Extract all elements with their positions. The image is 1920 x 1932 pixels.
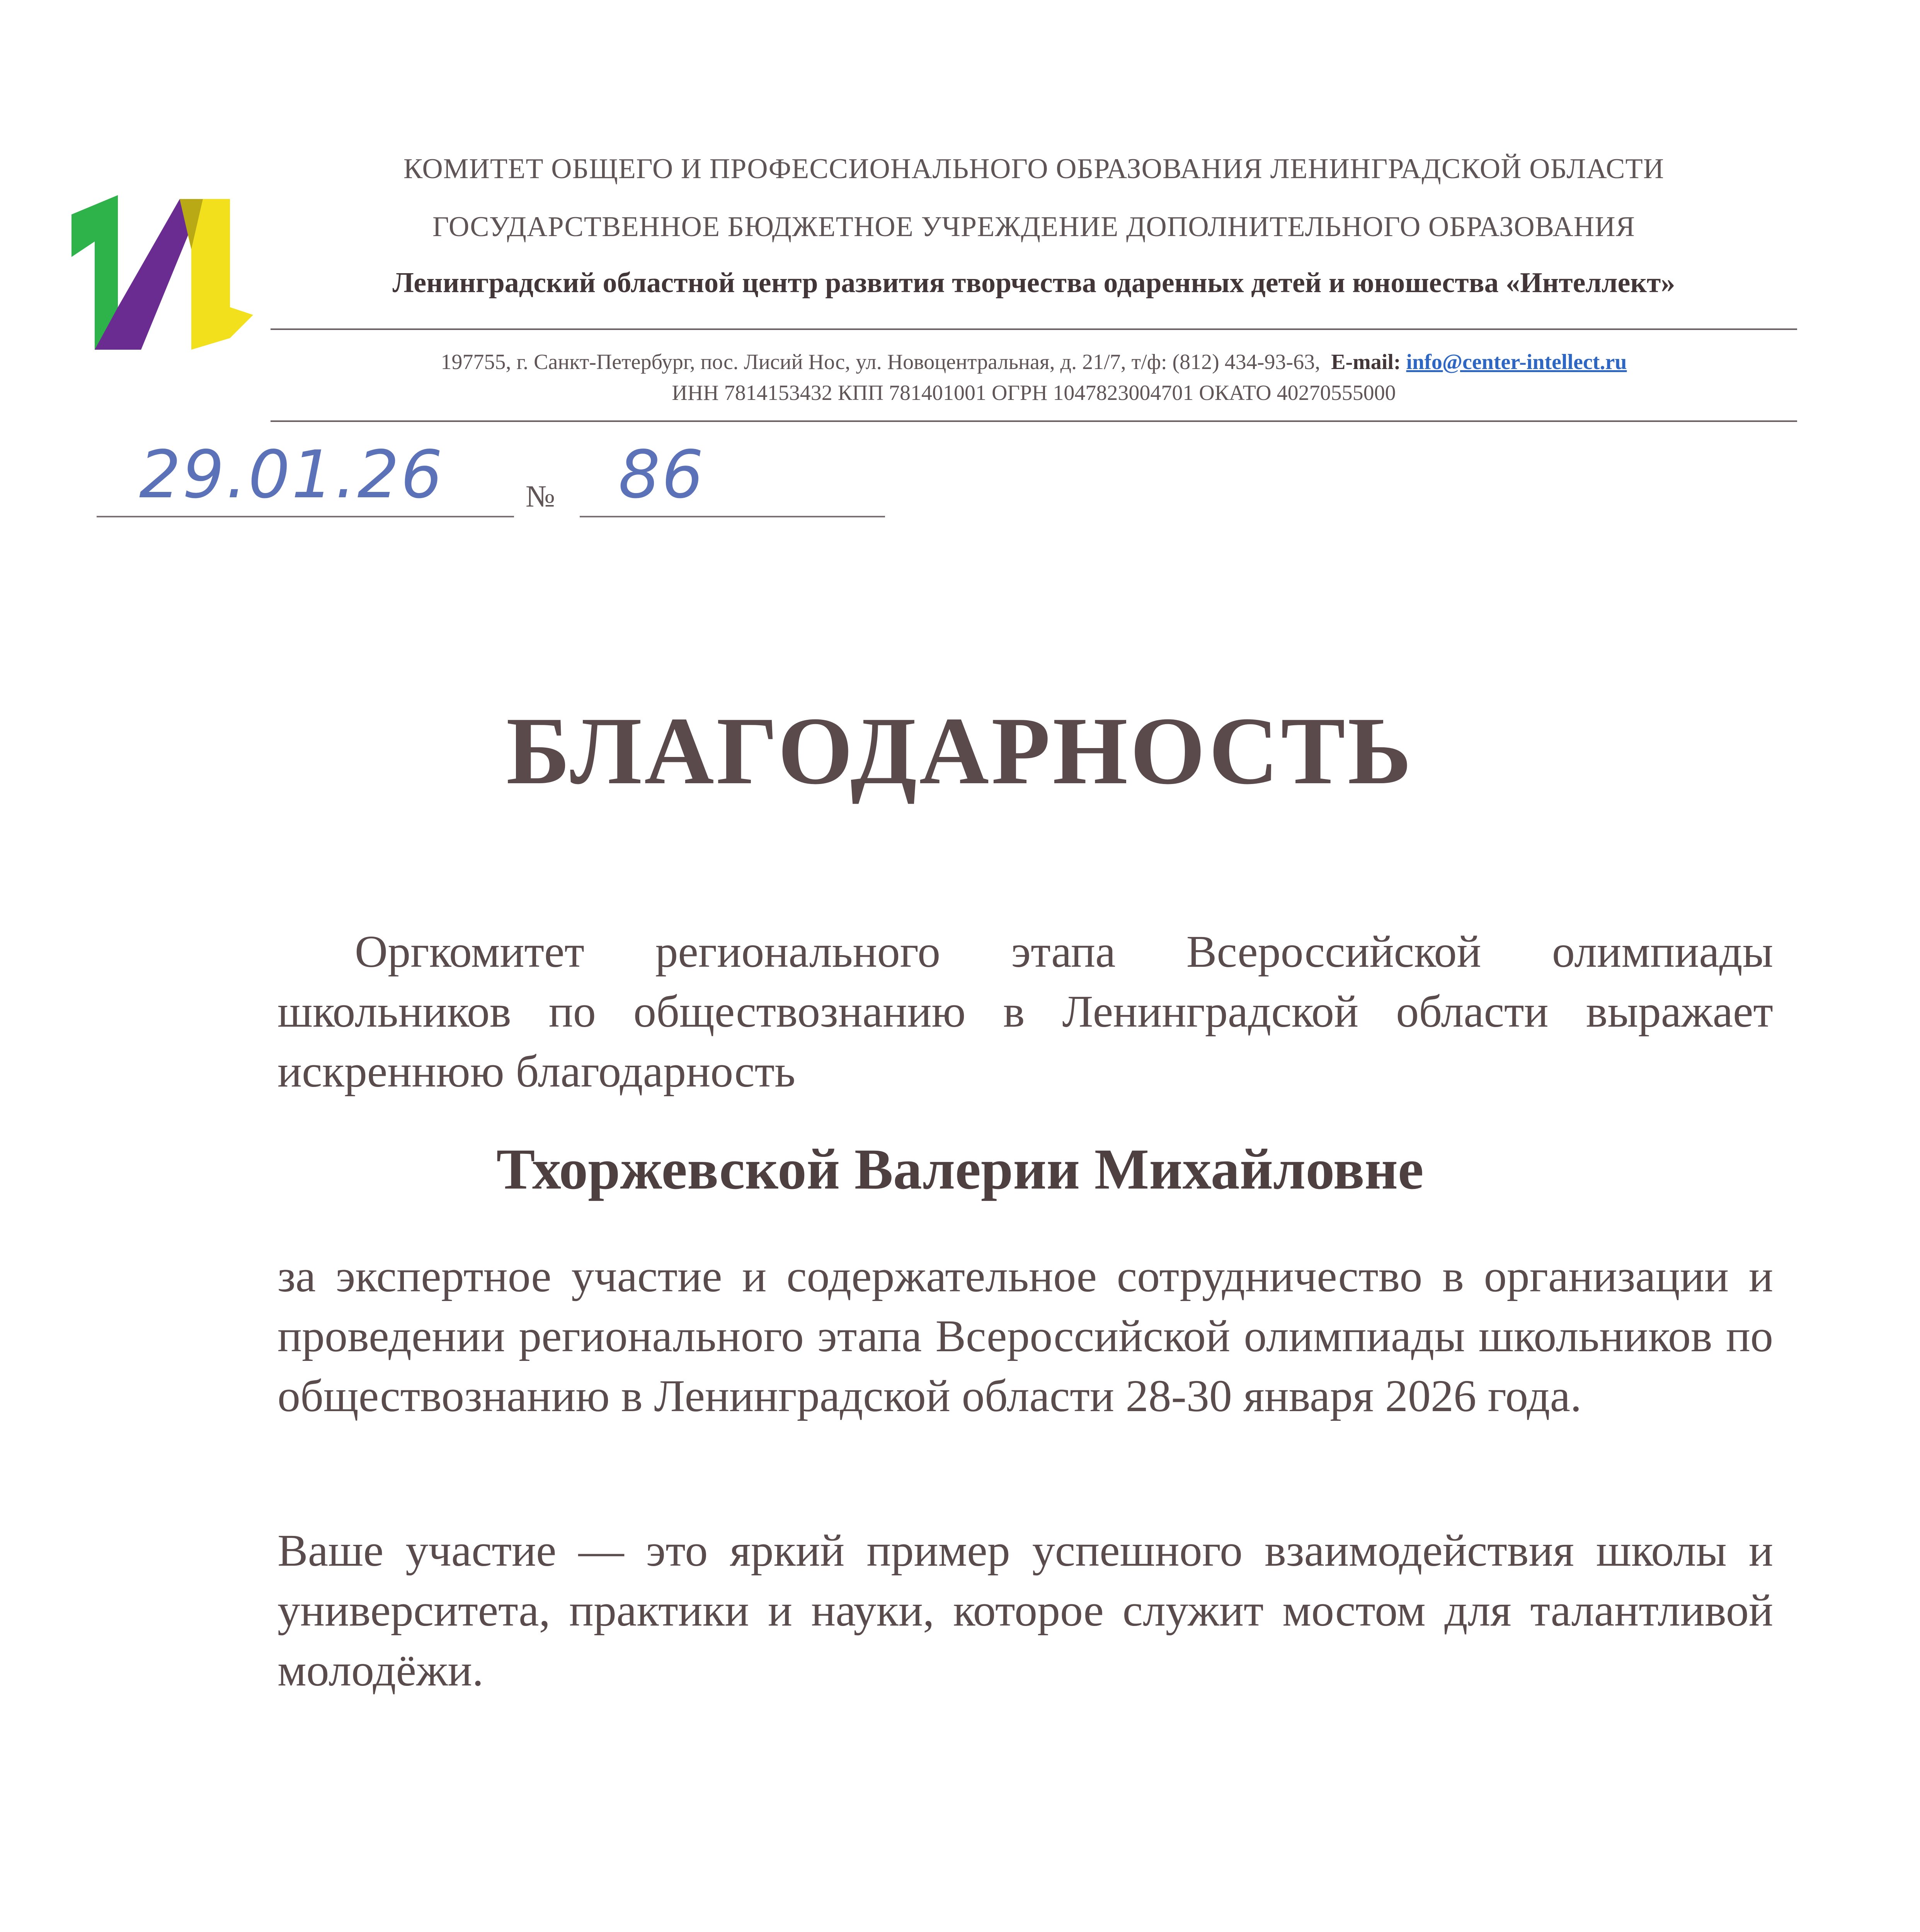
number-sign: №: [526, 480, 555, 514]
letterhead-requisites: ИНН 7814153432 КПП 781401001 ОГРН 1047823004701 ОКАТО 40270555000: [672, 381, 1396, 405]
letterhead-committee: КОМИТЕТ ОБЩЕГО И ПРОФЕССИОНАЛЬНОГО ОБРАЗОВАНИЯ ЛЕНИНГРАДСКОЙ ОБЛАСТИ: [403, 153, 1665, 185]
document-number: 86: [618, 437, 705, 513]
date-underline: [97, 516, 514, 517]
email-link[interactable]: info@center-intellect.ru: [1406, 350, 1627, 374]
email-label: E-mail:: [1331, 350, 1401, 374]
closing-paragraph: Ваше участие — это яркий пример успешного взаимодействия школы и университета, практики и науки, которое служит мостом для талантливой молодёжи.: [277, 1525, 1773, 1696]
intro-paragraph: Оргкомитет регионального этапа Всероссийской олимпиады школьников по обществознанию в Ленинградской области выражает искреннюю благодарность: [277, 926, 1773, 1097]
letterhead-divider-top: [271, 328, 1797, 330]
document-title: БЛАГОДАРНОСТЬ: [506, 697, 1414, 804]
letterhead-address: 197755, г. Санкт-Петербург, пос. Лисий Нос, ул. Новоцентральная, д. 21/7, т/ф: (812) 434-93-63,: [441, 350, 1321, 374]
recipient-name: Тхоржевской Валерии Михайловне: [496, 1137, 1424, 1201]
letterhead-address-line: [271, 350, 1797, 374]
intellect-logo-icon: [64, 191, 257, 357]
document-date: 29.01.26: [139, 437, 444, 513]
letterhead-institution-type: ГОСУДАРСТВЕННОЕ БЮДЖЕТНОЕ УЧРЕЖДЕНИЕ ДОПОЛНИТЕЛЬНОГО ОБРАЗОВАНИЯ: [432, 211, 1636, 243]
letterhead-institution-name: Ленинградский областной центр развития творчества одаренных детей и юношества «Интеллект»: [392, 267, 1675, 299]
number-underline: [580, 516, 885, 517]
letterhead-divider-bottom: [271, 420, 1797, 422]
reason-paragraph: за экспертное участие и содержательное сотрудничество в организации и проведении регионального этапа Всероссийской олимпиады школьников по обществознанию в Ленинградской области 28-30 января 2026 года.: [277, 1251, 1773, 1421]
